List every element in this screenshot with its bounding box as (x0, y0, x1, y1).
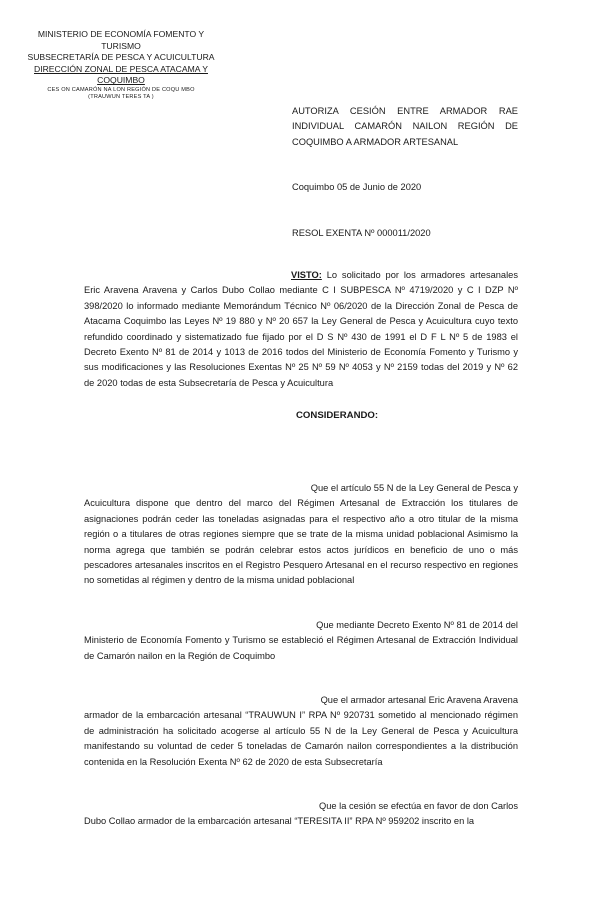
subsecretariat-name: SUBSECRETARÍA DE PESCA Y ACUICULTURA (27, 52, 215, 63)
paragraph-4-text: Dubo Collao armador de la embarcación artesanal “TERESITA II” RPA Nº 959202 inscrito en la (84, 816, 475, 827)
visto-keyword: VISTO: (291, 270, 322, 280)
ministry-name: MINISTERIO DE ECONOMÍA FOMENTO Y TURISMO (37, 29, 205, 51)
resolution-date: Coquimbo 05 de Junio de 2020 (292, 182, 422, 192)
reference-line: CES ON CAMARÓN NA LON REGIÓN DE COQU MBO (47, 86, 195, 93)
considerando-paragraph-4 (84, 799, 518, 830)
resolution-number: RESOL EXENTA Nº 000011/2020 (292, 228, 431, 238)
paragraph-4-lead: Que la cesión se efectúa en favor de don Carlos (319, 801, 518, 811)
visto-lead (291, 270, 322, 280)
visto-text: Lo solicitado por los armadores artesanales Eric Aravena Aravena y Carlos Dubo Collao mediante C I SUBPESCA Nº 4719/2020 y C I DZP Nº 398/2020 lo informado mediante Memorándum Técnico Nº 06/2020 de la Dirección Zonal de Pesca de Atacama Coquimbo las Leyes Nº 19 880 y Nº 20 657 la Ley General de Pesca y Acuicultura cuyo texto refundido coordinado y sistematizado fue fijado por el D S Nº 430 de 1991 el D F L Nº 5 de 1983 el Decreto Exento Nº 81 de 2014 y 1013 de 2016 todos del Ministerio de Economía Fomento y Turismo y sus modificaciones y las Resoluciones Exentas Nº 25 Nº 59 Nº 4053 y Nº 2159 todas del 2019 y Nº 62 de 2020 todas de esta Subsecretaría de Pesca y Acuicultura (84, 270, 518, 388)
paragraph-1-text: Acuicultura dispone que dentro del marco del Régimen Artesanal de Extracción los titulares de asignaciones podrán ceder las toneladas asignadas para el respectivo año a otro titular de la misma región o a titulares de otras regiones siempre que se trate de la misma unidad poblacional Asimismo la norma agrega que también se podrán celebrar estos actos jurídicos en beneficio de uno o más pescadores artesanales inscritos en el Registro Pesquero Artesanal en el recurso respectivo en regiones no sometidas al régimen y dentro de la misma unidad poblacional (84, 498, 518, 586)
considerando-paragraph-2 (84, 618, 518, 664)
paragraph-2-text: Ministerio de Economía Fomento y Turismo se estableció el Régimen Artesanal de Extracción Individual de Camarón nailon en la Región de Coquimbo (84, 635, 518, 661)
paragraph-1-lead: Que el artículo 55 N de la Ley General de Pesca y (310, 483, 518, 493)
visto-paragraph (84, 268, 518, 391)
considerando-paragraph-3 (84, 693, 518, 770)
paragraph-3-lead: Que el armador artesanal Eric Aravena Aravena (320, 695, 518, 705)
zonal-direction-name-cont: COQUIMBO (97, 75, 145, 86)
considerando-paragraph-1 (84, 481, 518, 589)
reference-vessels: (TRAUWUN TERES TA ) (88, 94, 154, 101)
zonal-direction-name: DIRECCIÓN ZONAL DE PESCA ATACAMA Y (34, 63, 208, 74)
letterhead (22, 29, 220, 102)
considerando-heading: CONSIDERANDO: (296, 410, 379, 421)
paragraph-2-lead: Que mediante Decreto Exento Nº 81 de 2014 del (316, 620, 518, 630)
resolution-title: AUTORIZA CESIÓN ENTRE ARMADOR RAE INDIVIDUAL CAMARÓN NAILON REGIÓN DE COQUIMBO A ARMADOR ARTESANAL (292, 106, 518, 147)
paragraph-3-text: armador de la embarcación artesanal “TRAUWUN I” RPA Nº 920731 sometido al mencionado régimen de administración ha solicitado acogerse al artículo 55 N de la Ley General de Pesca y Acuicultura manifestando su voluntad de ceder 5 toneladas de Camarón nailon correspondientes a la distribución contenida en la Resolución Exenta Nº 62 de 2020 de esta Subsecretaría (84, 710, 518, 767)
